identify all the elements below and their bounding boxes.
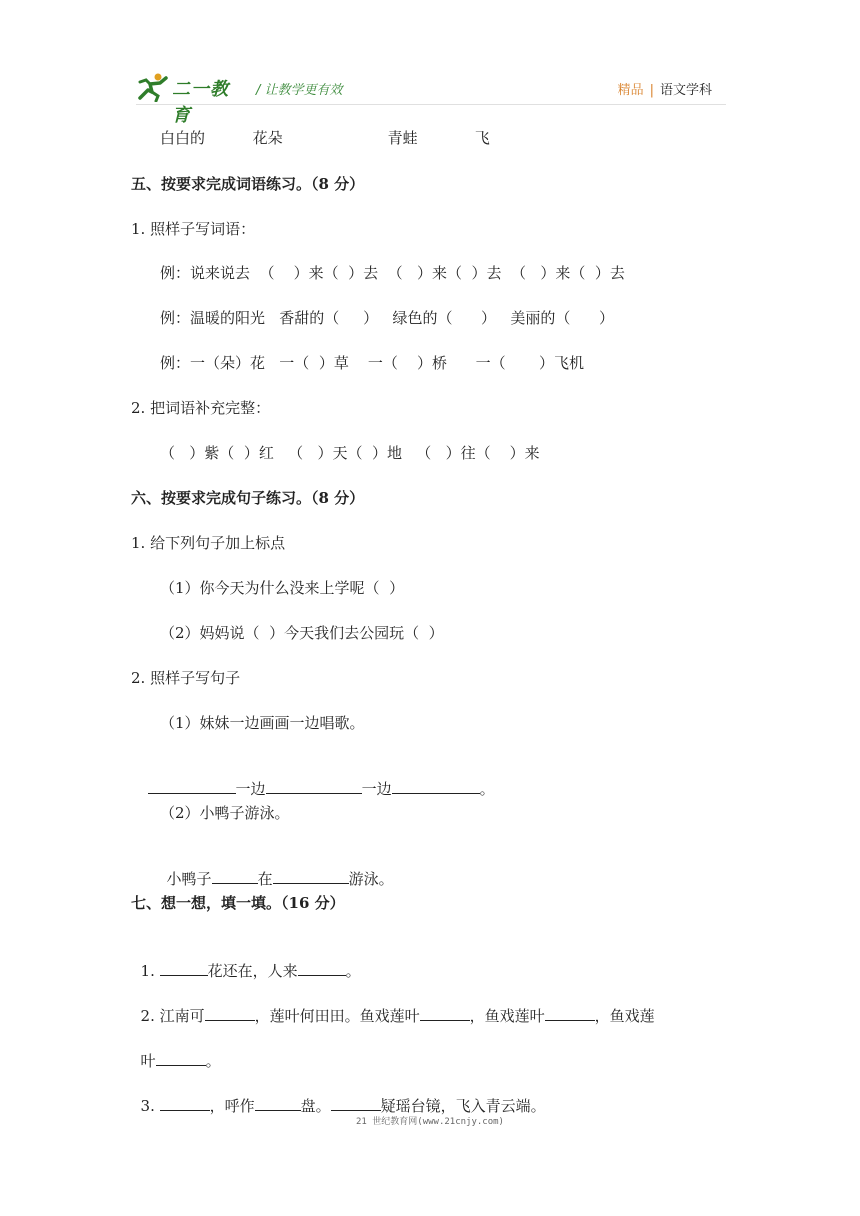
q7-3 xyxy=(131,1075,546,1116)
answer-word: 一边 xyxy=(235,780,266,798)
answer-blank[interactable] xyxy=(420,1005,470,1021)
q7-1-end: 。 xyxy=(345,962,361,980)
q6-1: 1. 给下列句子加上标点 xyxy=(131,534,286,552)
answer-blank[interactable] xyxy=(148,778,236,794)
answer-blank[interactable] xyxy=(331,1095,381,1111)
brand-separator: | xyxy=(649,83,654,98)
header-rule xyxy=(136,104,726,105)
brand-label xyxy=(618,79,712,98)
logo xyxy=(136,72,242,126)
answer-blank[interactable] xyxy=(392,778,480,794)
q7-3-text: 盘。 xyxy=(300,1097,331,1115)
slogan: / 让教学更有效 xyxy=(256,83,343,98)
answer-blank[interactable] xyxy=(255,1095,301,1111)
q7-3-text: 疑瑶台镜，飞入青云端。 xyxy=(380,1097,546,1115)
answer-word: 小鸭子 xyxy=(166,870,212,888)
q5-1-example-b: 例：温暖的阳光 香甜的（ ） 绿色的（ ） 美丽的（ ） xyxy=(160,309,614,327)
word-row: 白白的 花朵 青蛙 飞 xyxy=(160,129,490,147)
answer-word: 在 xyxy=(257,870,273,888)
q7-3-text: ，呼作 xyxy=(209,1097,255,1115)
q6-1-sentence-1: （1）你今天为什么没来上学呢（ ） xyxy=(160,579,405,597)
q7-2-text: ，鱼戏莲叶 xyxy=(469,1007,545,1025)
q5-2: 2. 把词语补充完整： xyxy=(131,399,271,417)
q7-1-text: 花还在，人来 xyxy=(207,962,298,980)
section-7-heading: 七、想一想，填一填。（16 分） xyxy=(131,894,345,912)
answer-blank[interactable] xyxy=(273,868,349,884)
q7-3-number: 3. xyxy=(140,1097,160,1115)
q6-2-answer-1 xyxy=(138,758,495,799)
answer-word: 游泳。 xyxy=(348,870,394,888)
q6-2-answer-2 xyxy=(157,848,394,889)
q6-2-example-2: （2）小鸭子游泳。 xyxy=(160,804,290,822)
page-header xyxy=(136,72,716,126)
runner-logo-icon xyxy=(136,72,172,102)
q5-1-example-c: 例：一（朵）花 一（ ）草 一（ ）桥 一（ ）飞机 xyxy=(160,354,584,372)
answer-blank[interactable] xyxy=(545,1005,595,1021)
brand-subject: 语文学科 xyxy=(659,83,712,98)
answer-blank[interactable] xyxy=(266,778,362,794)
q7-2-continued xyxy=(131,1030,221,1071)
q6-1-sentence-2: （2）妈妈说（ ）今天我们去公园玩（ ） xyxy=(160,624,444,642)
answer-blank[interactable] xyxy=(298,960,346,976)
answer-blank[interactable] xyxy=(160,1095,210,1111)
q5-1-example-a: 例：说来说去 （ ）来（ ）去 （ ）来（ ）去 （ ）来（ ）去 xyxy=(160,264,625,282)
q7-1-number: 1. xyxy=(140,962,160,980)
answer-blank[interactable] xyxy=(160,960,208,976)
answer-blank[interactable] xyxy=(205,1005,255,1021)
logo-text: 二一教育 xyxy=(172,79,229,126)
answer-word: 一边 xyxy=(361,780,392,798)
q6-2-example-1: （1）妹妹一边画画一边唱歌。 xyxy=(160,714,365,732)
answer-blank[interactable] xyxy=(156,1050,206,1066)
q7-2 xyxy=(131,985,655,1026)
q7-1 xyxy=(131,940,361,981)
section-6-heading: 六、按要求完成句子练习。（8 分） xyxy=(131,489,365,507)
q7-2-text: 叶 xyxy=(140,1052,156,1070)
answer-word: 。 xyxy=(479,780,495,798)
answer-blank[interactable] xyxy=(212,868,258,884)
page-footer: 21 世纪教育网(www.21cnjy.com) xyxy=(356,1117,504,1127)
brand-quality: 精品 xyxy=(617,83,644,98)
q5-1: 1. 照样子写词语： xyxy=(131,220,256,238)
q7-2-end: 。 xyxy=(205,1052,221,1070)
q7-2-text: ，鱼戏莲 xyxy=(594,1007,655,1025)
section-5-heading: 五、按要求完成词语练习。（8 分） xyxy=(131,175,365,193)
q7-2-text: ，莲叶何田田。鱼戏莲叶 xyxy=(254,1007,420,1025)
q7-2-text: 2. 江南可 xyxy=(140,1007,205,1025)
q5-2-row: （ ）紫（ ）红 （ ）天（ ）地 （ ）往（ ）来 xyxy=(160,444,540,462)
q6-2: 2. 照样子写句子 xyxy=(131,669,241,687)
